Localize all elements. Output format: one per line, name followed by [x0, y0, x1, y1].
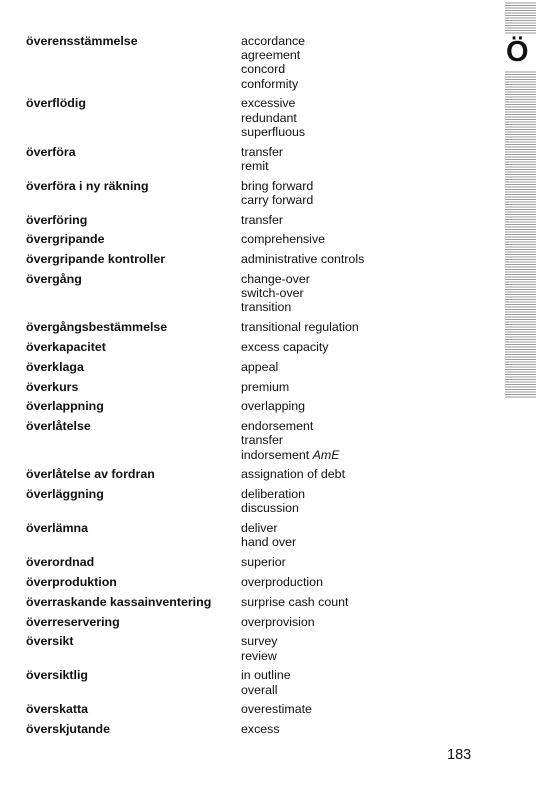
translation-text: in outline [241, 668, 291, 683]
english-translations [241, 96, 406, 139]
translation-text: excess capacity [241, 340, 329, 354]
translation-line [241, 702, 406, 716]
glossary-entry [26, 213, 406, 227]
translation-line [241, 77, 406, 91]
swedish-term: översikt [26, 634, 74, 649]
english-translations [241, 213, 406, 227]
translation-text: survey [241, 634, 278, 649]
swedish-term: överflödig [26, 96, 86, 111]
translation-line [241, 722, 406, 736]
translation-text: excess [241, 722, 280, 737]
glossary-entry [26, 467, 406, 481]
translation-text: transfer [241, 144, 284, 159]
translation-line [241, 179, 406, 193]
translation-text: transitional regulation [241, 320, 359, 335]
translation-text: surprise cash count [241, 594, 349, 609]
english-translations [241, 380, 406, 394]
swedish-term: överlåtelse av fordran [26, 467, 155, 482]
translation-text: deliberation [241, 487, 306, 502]
translation-line [241, 96, 406, 110]
swedish-term: överlappning [26, 399, 104, 414]
english-translations [241, 419, 406, 462]
translation-line [241, 419, 406, 433]
glossary-entry [26, 320, 406, 334]
translation-line [241, 360, 406, 374]
translation-line [241, 501, 406, 515]
translation-line [241, 555, 406, 569]
swedish-term: överraskande kassainventering [26, 594, 212, 609]
translation-text: conformity [241, 76, 299, 91]
english-translations [241, 521, 406, 549]
translation-line [241, 448, 406, 462]
translation-line [241, 340, 406, 354]
translation-line [241, 575, 406, 589]
english-translations [241, 595, 406, 609]
swedish-term: övergång [26, 272, 82, 286]
translation-line [241, 649, 406, 663]
translation-line [241, 521, 406, 535]
english-translations [241, 145, 406, 173]
translation-line [241, 433, 406, 447]
translation-line [241, 634, 406, 648]
english-translations [241, 467, 406, 481]
english-translations [241, 555, 406, 569]
swedish-term: överkapacitet [26, 340, 106, 354]
glossary-entry [26, 145, 406, 173]
glossary-list [26, 34, 406, 742]
translation-text: overproduction [241, 574, 323, 589]
translation-line [241, 467, 406, 481]
glossary-entry [26, 487, 406, 515]
translation-text: switch-over [241, 286, 304, 301]
translation-line [241, 193, 406, 207]
english-translations [241, 722, 406, 736]
english-translations [241, 232, 406, 246]
translation-line [241, 320, 406, 334]
translation-text: deliver [241, 521, 278, 536]
glossary-entry [26, 702, 406, 716]
english-translations [241, 399, 406, 413]
swedish-term: överföra i ny räkning [26, 178, 149, 193]
glossary-entry [26, 634, 406, 662]
english-translations [241, 320, 406, 334]
translation-text: bring forward [241, 178, 314, 193]
translation-line [241, 34, 406, 48]
translation-text: indorsement [241, 447, 310, 462]
translation-line [241, 125, 406, 139]
translation-line [241, 272, 406, 286]
glossary-entry [26, 399, 406, 413]
english-translations [241, 360, 406, 374]
translation-line [241, 595, 406, 609]
translation-text: transfer [241, 212, 284, 227]
translation-text: carry forward [241, 192, 314, 207]
swedish-term: överensstämmelse [26, 34, 138, 48]
glossary-entry [26, 555, 406, 569]
glossary-entry [26, 615, 406, 629]
translation-line [241, 535, 406, 549]
translation-text: redundant [241, 110, 297, 125]
english-translations [241, 668, 406, 696]
translation-text: agreement [241, 48, 301, 63]
translation-line [241, 48, 406, 62]
english-translations [241, 340, 406, 354]
translation-text: endorsement [241, 419, 314, 434]
translation-line [241, 213, 406, 227]
translation-line [241, 111, 406, 125]
english-translations [241, 487, 406, 515]
translation-text: discussion [241, 501, 299, 516]
translation-line [241, 380, 406, 394]
translation-text: transition [241, 300, 292, 315]
translation-text: hand over [241, 535, 297, 550]
glossary-entry [26, 34, 406, 91]
translation-line [241, 300, 406, 314]
swedish-term: överklaga [26, 359, 84, 374]
swedish-term: överreservering [26, 614, 120, 629]
glossary-entry [26, 521, 406, 549]
swedish-term: översiktlig [26, 668, 88, 683]
translation-text: overprovision [241, 614, 315, 629]
translation-text: remit [241, 158, 269, 173]
swedish-term: överproduktion [26, 574, 117, 589]
swedish-term: överkurs [26, 379, 79, 394]
swedish-term: överläggning [26, 487, 104, 502]
glossary-entry [26, 252, 406, 266]
glossary-entry [26, 419, 406, 462]
translation-text: premium [241, 379, 290, 394]
swedish-term: överlämna [26, 521, 88, 536]
glossary-entry [26, 722, 406, 736]
glossary-entry [26, 340, 406, 354]
english-translations [241, 575, 406, 589]
translation-text: overestimate [241, 702, 312, 717]
translation-line [241, 668, 406, 682]
translation-text: overall [241, 682, 278, 697]
translation-line [241, 62, 406, 76]
glossary-entry [26, 668, 406, 696]
glossary-entry [26, 575, 406, 589]
translation-text: overlapping [241, 399, 306, 414]
swedish-term: övergripande [26, 232, 105, 247]
translation-line [241, 252, 406, 266]
glossary-entry [26, 380, 406, 394]
english-translations [241, 615, 406, 629]
swedish-term: överskjutande [26, 722, 111, 737]
english-translations [241, 252, 406, 266]
translation-line [241, 683, 406, 697]
translation-text: review [241, 648, 277, 663]
translation-text: excessive [241, 96, 296, 111]
swedish-term: överföra [26, 144, 76, 159]
translation-text: superfluous [241, 124, 306, 139]
translation-text: appeal [241, 359, 279, 374]
translation-text: superior [241, 555, 286, 570]
translation-text: administrative controls [241, 252, 365, 267]
swedish-term: övergripande kontroller [26, 252, 166, 267]
swedish-term: överskatta [26, 702, 88, 717]
translation-text: comprehensive [241, 232, 326, 247]
glossary-entry [26, 96, 406, 139]
translation-line [241, 145, 406, 159]
swedish-term: överlåtelse [26, 419, 91, 434]
english-translations [241, 179, 406, 207]
thumb-index-letter: Ö [506, 36, 529, 68]
swedish-term: övergångsbestämmelse [26, 320, 168, 335]
english-translations [241, 34, 406, 91]
english-translations [241, 272, 406, 315]
english-translations [241, 634, 406, 662]
english-translations [241, 702, 406, 716]
swedish-term: överordnad [26, 555, 95, 570]
glossary-entry [26, 232, 406, 246]
translation-line [241, 615, 406, 629]
translation-line [241, 232, 406, 246]
glossary-entry [26, 595, 406, 609]
translation-line [241, 399, 406, 413]
translation-text: assignation of debt [241, 467, 346, 482]
swedish-term: överföring [26, 212, 88, 227]
translation-text: transfer [241, 433, 284, 448]
translation-line [241, 487, 406, 501]
glossary-entry [26, 272, 406, 315]
glossary-entry [26, 360, 406, 374]
translation-text: accordance [241, 34, 306, 48]
translation-line [241, 159, 406, 173]
page-number: 183 [447, 747, 472, 763]
glossary-entry [26, 179, 406, 207]
translation-text: change-over [241, 272, 310, 286]
usage-note: AmE [312, 447, 340, 462]
translation-text: concord [241, 62, 286, 77]
translation-line [241, 286, 406, 300]
